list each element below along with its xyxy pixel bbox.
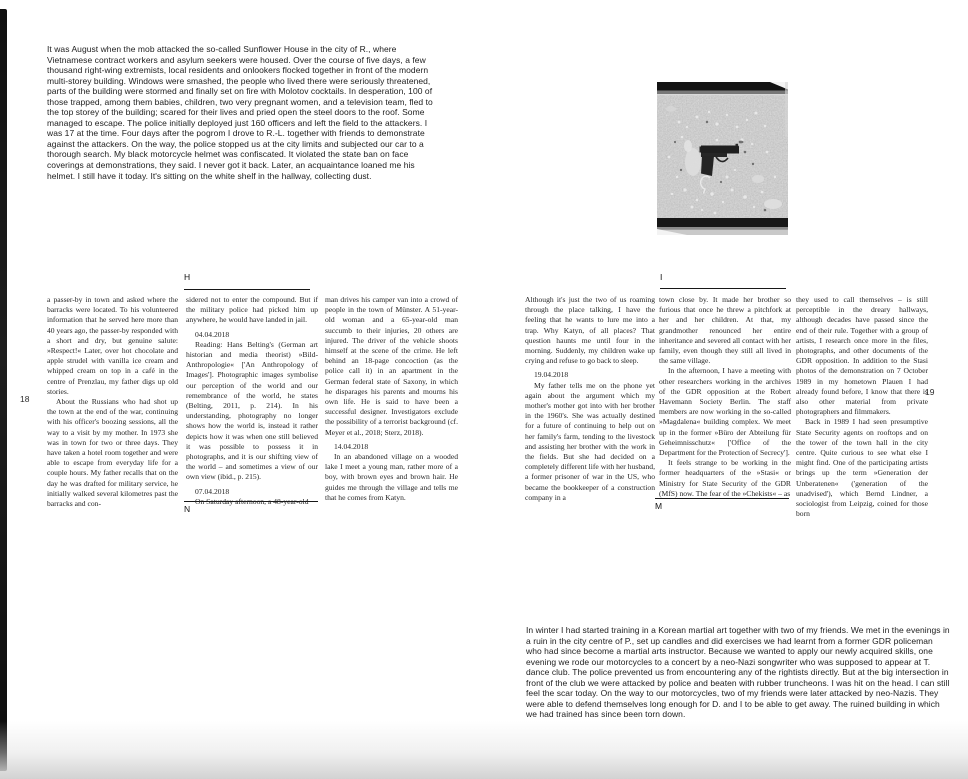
text-block: It feels strange to be working in the former headquarters of the »Stasi« or Ministry for State Security of the GDR (MfS) now. The fear of the »Chekists« – as: [659, 458, 791, 498]
text-block: sidered not to enter the compound. But if the military police had picked him up anywhere, he would have landed in jail.: [186, 295, 318, 325]
text-block: they used to call themselves – is still perceptible in the dreary hallways, although decades have passed since the end of their rule. Together with a group of artists, I research once more in the files, photographs, and other documents of the GDR opposition. In addition to the Stasi photos of the demonstration on 7 October 1989 in my hometown Plauen I had already found before, I know that there is also other material from private photographers and filmmakers.: [796, 295, 928, 417]
diary-column-5: [659, 295, 791, 499]
gun-photo-image: [657, 82, 788, 235]
page-number-left: 18: [20, 394, 30, 404]
diary-date: 19.04.2018: [534, 370, 569, 380]
text-block: In an abandoned village on a wooded lake I meet a young man, rather more of a boy, with brown eyes and brown hair. He guides me through the village and tells me that he comes from Katyn.: [325, 452, 458, 502]
text-block: On Saturday afternoon, a 48-year-old: [195, 496, 309, 506]
diary-date: 07.04.2018: [195, 486, 230, 496]
grid-marker-i: I: [660, 272, 663, 282]
diary-column-2: [186, 295, 318, 507]
diary-column-1: [47, 295, 178, 509]
text-block: man drives his camper van into a crowd of people in the town of Münster. A 51-year-old woman and a 65-year-old man succumb to their injuries, 20 others are injured. The driver of the vehicle shoots himself at the scene of the crime. He left behind an 18-page concoction (as the police call it) in an apartment in the German federal state of Saxony, in which he disparages his parents and mourns his own life. He is said to have been a successful designer. Investigators exclude the possibility of a terrorist background (cf. Meyer et al., 2018; Sterz, 2018).: [325, 295, 458, 437]
grid-marker-h-rule: [184, 289, 310, 290]
text-block: a passer-by in town and asked where the barracks were located. To his volunteered information that he served here more than 40 years ago, the passer-by responded with a short and dry, but genuine salute: »Respect!« Later, over hot chocolate and apple strudel with vanilla ice cream and whipped cream on top in a café in the centre of Prenzlau, my father digs up old stories.: [47, 295, 178, 396]
intro-paragraph: It was August when the mob attacked the so-called Sunflower House in the city of R., where Vietnamese contract workers and asylum seekers were housed. Over the course of five days, a few thousand right-wing extremists, local residents and onlookers flocked together in front of the modern multi-storey building. Windows were smashed, the people who lived there were seriously threatened, parts of the building were stormed and finally set on fire with Molotov cocktails. In desperation, 100 of those trapped, among them babies, children, two very pregnant women, and a television team, fled to the top storey of the building; scared for their lives and pried open the steel doors to the roof. Some managed to escape. The police initially deployed just 160 officers and left the field to the attackers. I was 17 at the time. Four days after the pogrom I drove to R.-L. together with friends to demonstrate against the attackers. On the way, the police stopped us at the city limits and subjected our car to a thorough search. My black motorcycle helmet was confiscated. It violated the state ban on face coverings at demonstrations, they said. I never got it back. Later, an acquaintance loaned me his helmet. I still have it today. It's sitting on the white shelf in the hallway, collecting dust.: [47, 44, 433, 181]
grid-marker-i-rule: [660, 288, 786, 289]
scan-left-edge: [0, 9, 7, 771]
grid-marker-n: N: [184, 504, 191, 514]
gun-photo: [657, 82, 788, 235]
scan-bottom-shadow: [0, 721, 968, 779]
diary-column-4: [525, 295, 655, 503]
grid-marker-m: M: [655, 501, 663, 511]
diary-date: 14.04.2018: [334, 441, 369, 451]
diary-column-3: [325, 295, 458, 503]
text-block: town close by. It made her brother so furious that once he threw a pitchfork at her and her children. At that, my grandmother renounced her entire inheritance and severed all contact with her family, even though they still all lived in the same village.: [659, 295, 791, 366]
grid-marker-h: H: [184, 272, 191, 282]
diary-column-6: [796, 295, 928, 519]
page-number-right: 19: [925, 387, 935, 397]
outro-paragraph: In winter I had started training in a Korean martial art together with two of my friends. We met in the evenings in a ruin in the city centre of P., set up candles and did exercises we had learnt from a former GDR policeman who had since become a martial arts instructor. Because we wanted to apply our newly acquired skills, one evening we rode our motorcycles to a concert by a neo-Nazi songwriter who was supposed to appear at T. dance club. The police prevented us from encountering any of the rightists directly. But at the big intersection in front of the club we were attacked by police and beaten with rubber truncheons. I was hit on the head. I can still feel the scar today. On the way to our motorcycles, two of my friends were later attacked by neo-Nazis. They were able to defend themselves long enough for D. and I to be able to get away. The ruined building in which we had trained has since been torn down.: [526, 625, 950, 720]
text-block: Back in 1989 I had seen presumptive State Security agents on rooftops and on the tower of the town hall in the city centre. Quite curious to see what else I might find. One of the participating artists brings up the term »Generation der Unberatenen« ('generation of the unadvised'), which Bernd Lindner, a sociologist from Leipzig, coined for those born: [796, 417, 928, 519]
text-block: My father tells me on the phone yet again about the argument which my mother's mother got into with her brother in the 1960's. She was actually destined for a future of continuing to help out on her family's farm, tending to the livestock and assisting her brother with the work in the fields. But she had decided on a completely different life with her husband, a former prisoner of war in the US, who became the bookkeeper of a construction company in a: [525, 380, 655, 502]
text-block: Although it's just the two of us roaming through the place talking, I have the feeling that he wants to lure me into a trap. Why Katyn, of all places? That question haunts me until four in the morning. Suddenly, my children wake up crying and refuse to go back to sleep.: [525, 295, 655, 366]
diary-date: 04.04.2018: [195, 329, 230, 339]
text-block: Reading: Hans Belting's (German art historian and media theorist) »Bild-Anthropologie« ['An Anthropology of Images']. Photographic images symbolise our perception of the world and our remembrance of the world, he states (Belting, 2011, p. 214). In his understanding, photography no longer shows how the world is, instead it rather depicts how it was when one still believed it was possible to possess it in photographs, and it is our shifting view of the world – and sometimes a view of our own view (ibid., p. 215).: [186, 339, 318, 482]
text-block: In the afternoon, I have a meeting with other researchers working in the archives of the GDR opposition at the Robert Havemann Society Berlin. The staff members are now working in the so-called »Magdalena« building complex. We meet up in the former »Büro der Abteilung für Geheimnisschutz« ['Office of the Department for the Protection of Secrecy'].: [659, 366, 791, 458]
text-block: About the Russians who had shot up the town at the end of the war, continuing with his officer's boozing sessions, all the way to a visit by my mother. In 1973 she was in town for two or three days. They have taken a hotel room together and were able to escape from everyday life for a couple hours. My father recalls that on the day he was drafted for military service, he initially walked several kilometres past the barracks and con-: [47, 397, 178, 509]
